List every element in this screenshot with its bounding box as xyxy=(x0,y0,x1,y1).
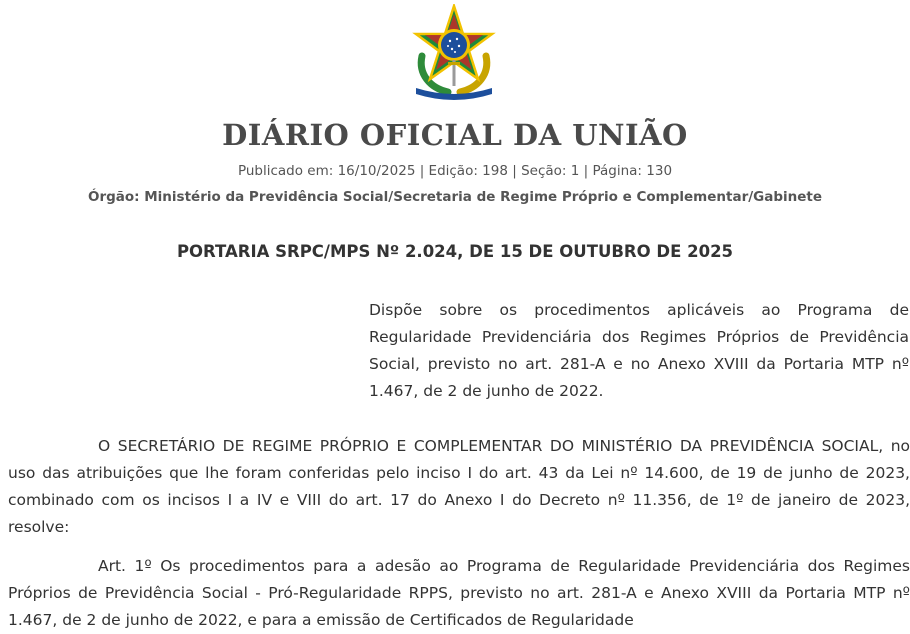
preamble-paragraph: O SECRETÁRIO DE REGIME PRÓPRIO E COMPLEMENTAR DO MINISTÉRIO DA PREVIDÊNCIA SOCIAL, no uso das atribuições que lhe foram conferidas pelo inciso I do art. 43 da Lei nº 14.600, de 19 de junho de 2023, combinado com os incisos I a IV e VIII do art. 17 do Anexo I do Decreto nº 11.356, de 1º de janeiro de 2023, resolve: xyxy=(8,437,910,536)
article-1-paragraph: Art. 1º Os procedimentos para a adesão ao Programa de Regularidade Previdenciária dos Regimes Próprios de Previdência Social - Pró-Regularidade RPPS, previsto no art. 281-A e Anexo XVIII da Portaria MTP nº 1.467, de 2 de junho de 2022, e para a emissão de Certificados de Regularidade xyxy=(8,557,910,629)
publication-info: Publicado em: 16/10/2025 | Edição: 198 | Seção: 1 | Página: 130 xyxy=(237,163,673,179)
masthead-title: DIÁRIO OFICIAL DA UNIÃO xyxy=(222,118,688,152)
ordinance-title: PORTARIA SRPC/MPS Nº 2.024, DE 15 DE OUTUBRO DE 2025 xyxy=(176,242,734,261)
brazil-coat-of-arms-icon xyxy=(408,4,500,102)
ementa-summary: Dispõe sobre os procedimentos aplicáveis ao Programa de Regularidade Previdenciária dos Regimes Próprios de Previdência Social, previsto no art. 281-A e no Anexo XVIII da Portaria MTP nº 1.467, de 2 de junho de 2022. xyxy=(369,301,909,400)
issuing-organ: Órgão: Ministério da Previdência Social/Secretaria de Regime Próprio e Complementar/Gabinete xyxy=(87,189,823,205)
